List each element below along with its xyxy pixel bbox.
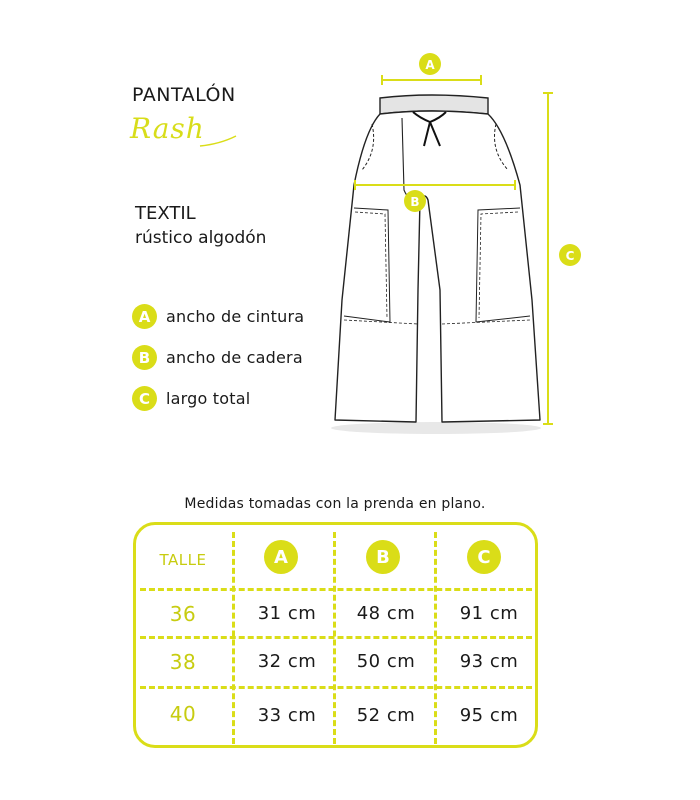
- table-cell-c: 95 cm: [459, 705, 519, 726]
- badge-c-icon: C: [132, 386, 157, 411]
- marker-a-label: A: [425, 58, 435, 72]
- fabric-description: rústico algodón: [135, 228, 267, 248]
- legend-label: ancho de cintura: [166, 307, 305, 326]
- table-header-size: TALLE: [159, 551, 207, 569]
- header-a-icon: A: [264, 540, 298, 574]
- pants-outline: [335, 111, 540, 422]
- badge-a-icon: A: [132, 304, 157, 329]
- marker-c-label: C: [565, 249, 575, 263]
- marker-b-label: B: [410, 195, 420, 209]
- table-cell-b: 48 cm: [356, 603, 416, 624]
- badge-b-icon: B: [132, 345, 157, 370]
- table-header-c: [467, 540, 501, 574]
- header-c-icon: C: [467, 540, 501, 574]
- table-divider-horizontal: [140, 686, 532, 689]
- diagram-shadow: [331, 422, 541, 434]
- table-row-size: 36: [169, 602, 197, 626]
- brand-swash: [200, 136, 236, 146]
- table-divider-horizontal: [140, 636, 532, 639]
- product-title: PANTALÓN: [132, 84, 236, 106]
- table-divider-horizontal: [140, 588, 532, 591]
- table-cell-a: 32 cm: [257, 651, 317, 672]
- table-cell-c: 91 cm: [459, 603, 519, 624]
- measurement-note: Medidas tomadas con la prenda en plano.: [184, 496, 486, 512]
- table-row-size: 40: [169, 702, 197, 726]
- table-row-size: 38: [169, 650, 197, 674]
- table-cell-b: 50 cm: [356, 651, 416, 672]
- table-cell-a: 31 cm: [257, 603, 317, 624]
- table-header-b: [366, 540, 400, 574]
- legend-label: ancho de cadera: [166, 348, 303, 367]
- legend-label: largo total: [166, 389, 251, 408]
- header-b-icon: B: [366, 540, 400, 574]
- table-cell-a: 33 cm: [257, 705, 317, 726]
- brand-logo: Rash: [130, 112, 205, 145]
- table-header-a: [264, 540, 298, 574]
- fabric-title: TEXTIL: [135, 203, 196, 224]
- table-cell-c: 93 cm: [459, 651, 519, 672]
- table-cell-b: 52 cm: [356, 705, 416, 726]
